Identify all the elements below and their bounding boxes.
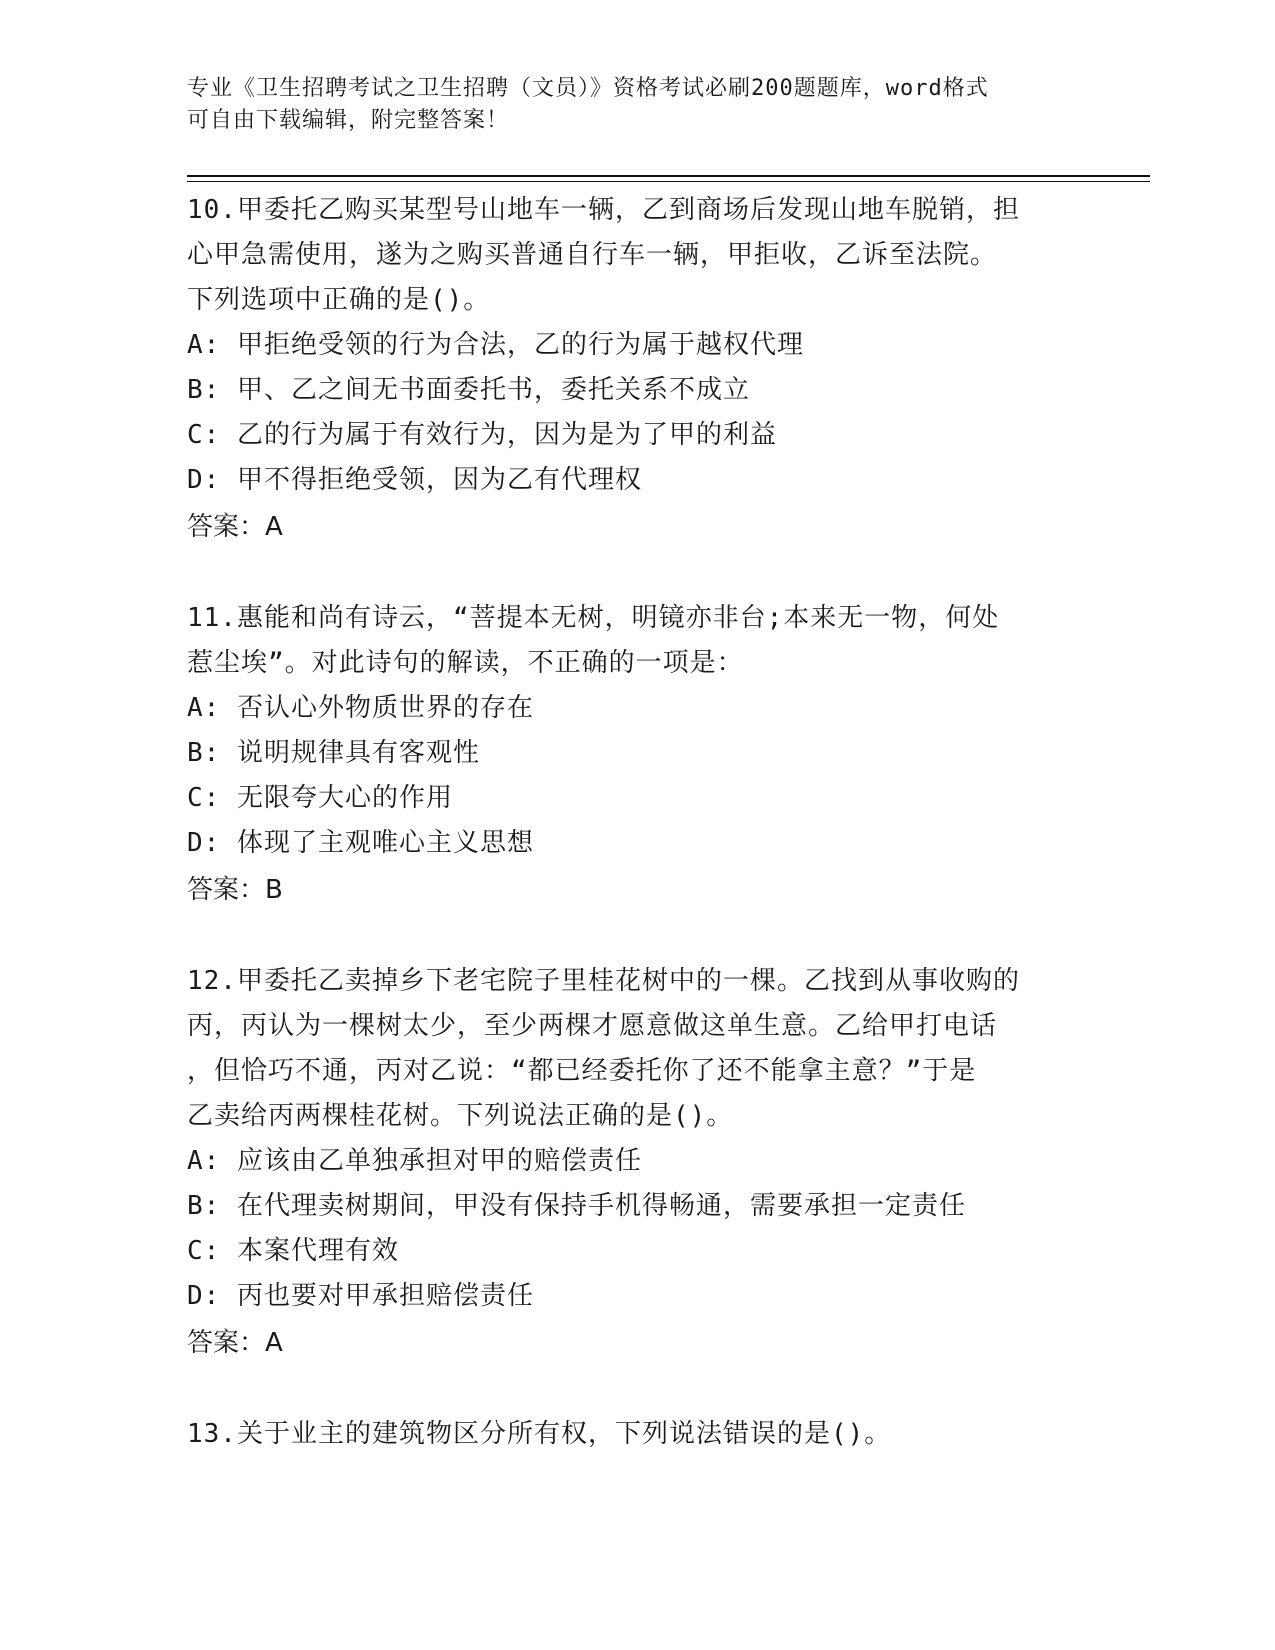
option-b: B: 在代理卖树期间，甲没有保持手机得畅通，需要承担一定责任 [187,1191,966,1221]
answer-line: 答案：B [187,875,283,905]
option-c: C: 乙的行为属于有效行为，因为是为了甲的利益 [187,420,777,450]
question-10 [187,188,1087,551]
question-line: 心甲急需使用，遂为之购买普通自行车一辆，甲拒收，乙诉至法院。 [187,240,998,270]
header-rule-thick [187,175,1150,177]
question-line: 12.甲委托乙卖掉乡下老宅院子里桂花树中的一棵。乙找到从事收购的 [187,966,1020,996]
question-text [187,596,1087,686]
question-text [187,1412,1087,1457]
header-line-2: 可自由下载编辑，附完整答案！ [187,108,510,133]
header-line-1: 专业《卫生招聘考试之卫生招聘（文员）》资格考试必刷200题题库，word格式 [187,76,989,101]
question-line: 丙，丙认为一棵树太少，至少两棵才愿意做这单生意。乙给甲打电话 [187,1011,998,1041]
question-12 [187,959,1087,1367]
question-line: 惹尘埃”。对此诗句的解读，不正确的一项是： [187,648,744,678]
answer-line: 答案：A [187,512,283,542]
question-line: ，但恰巧不通，丙对乙说：“都已经委托你了还不能拿主意？”于是 [187,1056,977,1086]
option-b: B: 甲、乙之间无书面委托书，委托关系不成立 [187,375,750,405]
question-text [187,188,1087,323]
option-b: B: 说明规律具有客观性 [187,738,480,768]
question-line: 下列选项中正确的是()。 [187,285,491,315]
document-header [187,73,1087,137]
option-d: D: 丙也要对甲承担赔偿责任 [187,1281,534,1311]
answer-line: 答案：A [187,1328,283,1358]
question-13 [187,1412,1087,1457]
option-c: C: 本案代理有效 [187,1236,399,1266]
question-list [187,188,1087,1502]
option-d: D: 甲不得拒绝受领，因为乙有代理权 [187,465,642,495]
option-c: C: 无限夸大心的作用 [187,783,453,813]
question-line: 乙卖给丙两棵桂花树。下列说法正确的是()。 [187,1101,734,1131]
option-a: A: 应该由乙单独承担对甲的赔偿责任 [187,1146,642,1176]
question-11 [187,596,1087,914]
option-a: A: 否认心外物质世界的存在 [187,693,534,723]
option-d: D: 体现了主观唯心主义思想 [187,828,534,858]
question-line: 13.关于业主的建筑物区分所有权，下列说法错误的是()。 [187,1419,892,1449]
header-rule-thin [187,181,1150,182]
question-line: 11.惠能和尚有诗云，“菩提本无树，明镜亦非台;本来无一物，何处 [187,603,1000,633]
question-line: 10.甲委托乙购买某型号山地车一辆，乙到商场后发现山地车脱销，担 [187,195,1020,225]
question-text [187,959,1087,1139]
option-a: A: 甲拒绝受领的行为合法，乙的行为属于越权代理 [187,330,804,360]
